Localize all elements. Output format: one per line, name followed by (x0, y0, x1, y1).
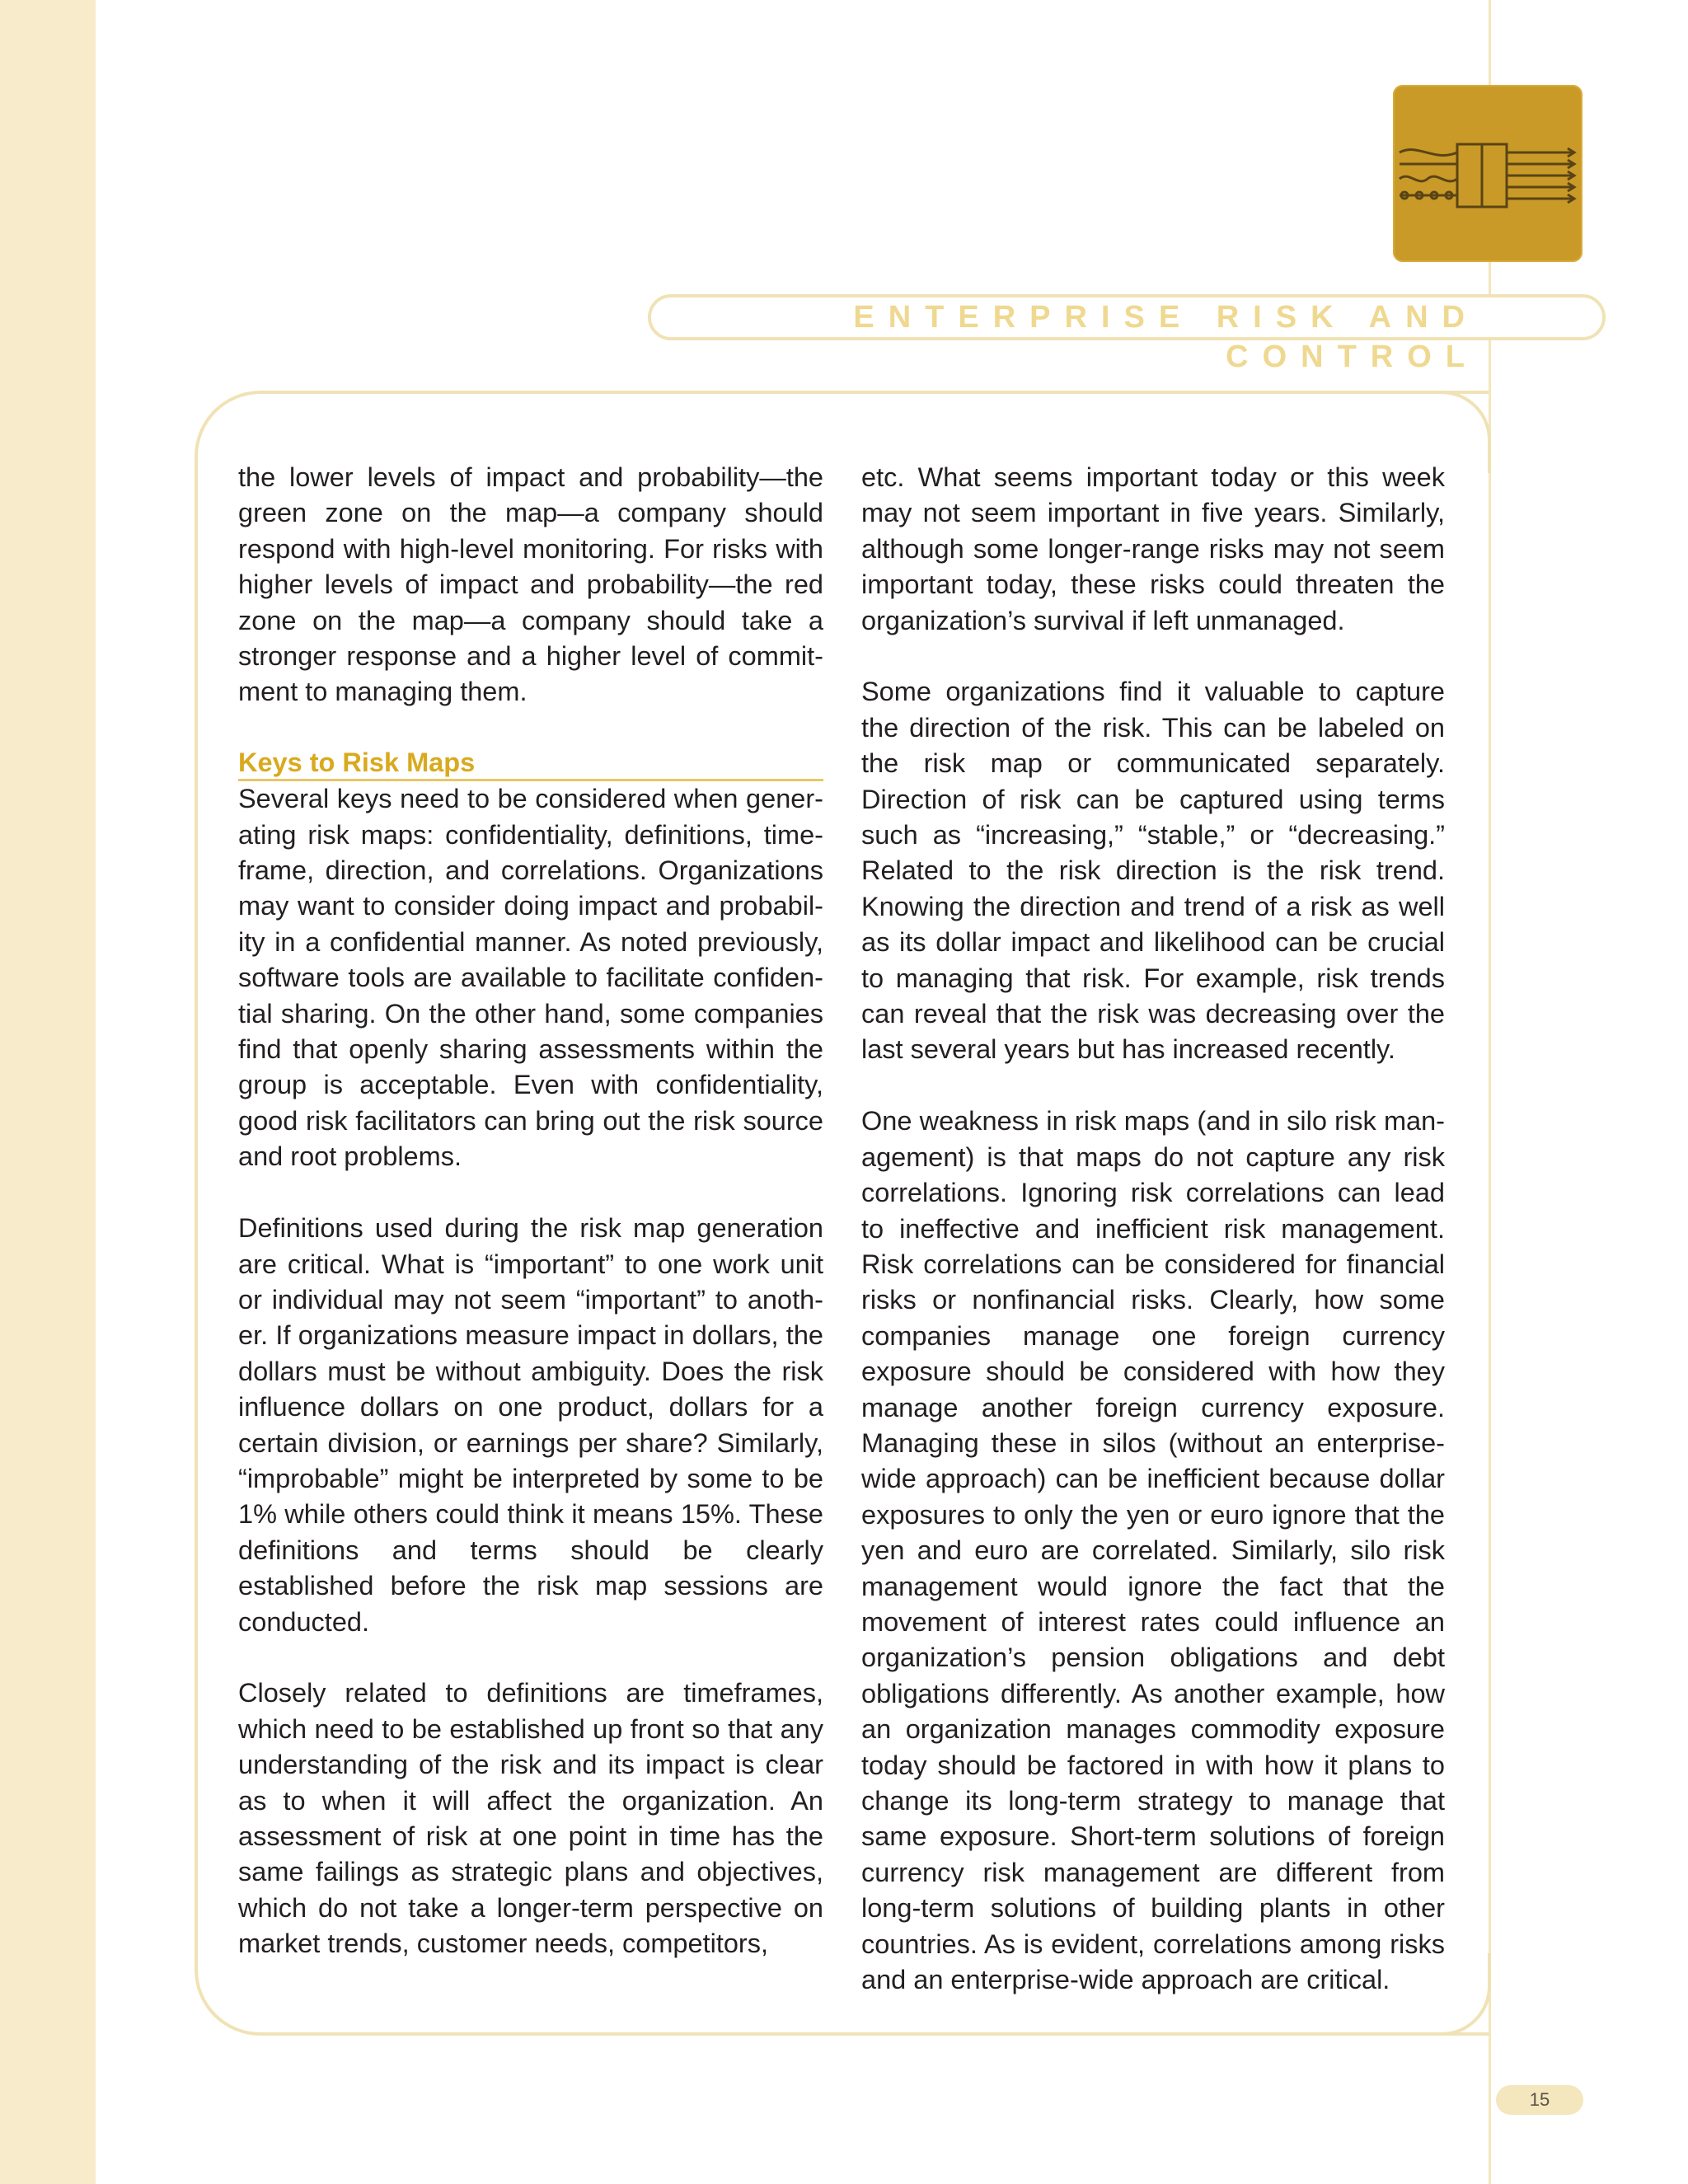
left-paragraph-4: Closely related to definitions are timeframes, which need to be established up front so that any understanding of the risk and its impact is clear as to when it will affect the organization. An assessment of risk at one point in time has the same failings as strategic plans and objectives, which do not take a longer-term perspective on market trends, customer needs, competitors, (238, 1678, 823, 1959)
left-paragraph-2: Several keys need to be considered when generating risk maps: confidentiality, definitions, timeframe, direction, and correlations. Organizations may want to consider doing impact and probability in a confidential manner. As noted previously, software tools are available to facilitate confidential sharing. On the other hand, some companies find that openly sharing assessments within the group is acceptable. Even with confidentiality, good risk facilitators can bring out the risk source and root problems. (238, 784, 823, 1172)
right-paragraph-3: One weakness in risk maps (and in silo risk management) is that maps do not capture any risk correlations. Ignoring risk correlations can lead to ineffective and inefficient risk management. Risk correlations can be considered for financial risks or nonfinancial risks. Clearly, how some companies manage one foreign currency exposure should be considered with how they manage another foreign currency exposure. Managing these in silos (without an enterprise-wide approach) can be inefficient because dollar exposures to only the yen or euro ignore that the yen and euro are correlated. Similarly, silo risk management would ignore the fact that the movement of interest rates could influence an organization’s pension obligations and debt obligations differently. As another example, how an organization manages commodity exposure today should be factored in with how it plans to change its long-term strategy to manage that same exposure. Short-term solutions of foreign currency risk management are different from long-term solutions of building plants in other countries. As is evident, correlations among risks and an enterprise-wide approach are critical. (861, 1106, 1445, 1995)
right-text-column (861, 460, 1445, 1998)
left-margin-strip (0, 0, 96, 2184)
chip-graphic (1393, 85, 1582, 262)
left-paragraph-1: the lower levels of impact and probability—the green zone on the map—a company should respond with high-level monitoring. For risks with higher levels of impact and probability—the red zone on the map—a company should take a stronger response and a higher level of commitment to managing them. (238, 462, 823, 707)
section-heading-keys-to-risk-maps: Keys to Risk Maps (238, 746, 823, 781)
right-paragraph-2: Some organizations find it valuable to capture the direction of the risk. This can be labeled on the risk map or communicated separately. Direction of risk can be captured using terms such as “increasing,” “stable,” or “decreasing.” Related to the risk direction is the risk trend. Knowing the direction and trend of a risk as well as its dollar impact and likelihood can be crucial to managing that risk. For example, risk trends can reveal that the risk was decreasing over the last several years but has increased recently. (861, 677, 1445, 1065)
left-paragraph-3: Definitions used during the risk map generation are critical. What is “important” to one work unit or individual may not seem “important” to another. If organizations measure impact in dollars, the dollars must be without ambiguity. Does the risk influence dollars on one product, dollars for a certain division, or earnings per share? Similarly, “improbable” might be interpreted by some to be 1% while others could think it means 15%. These definitions and terms should be clearly established before the risk map sessions are conducted. (238, 1213, 823, 1637)
left-text-column (238, 460, 823, 1962)
right-paragraph-1: etc. What seems important today or this week may not seem important in five years. Similarly, although some longer-range risks may not seem important today, these risks could threaten the organization’s survival if left unmanaged. (861, 462, 1445, 635)
section-header (648, 294, 1606, 374)
section-header-title: ENTERPRISE RISK AND CONTROL (853, 300, 1479, 374)
circuit-chip-icon (1393, 85, 1582, 262)
page-number-badge: 15 (1496, 2085, 1583, 2115)
